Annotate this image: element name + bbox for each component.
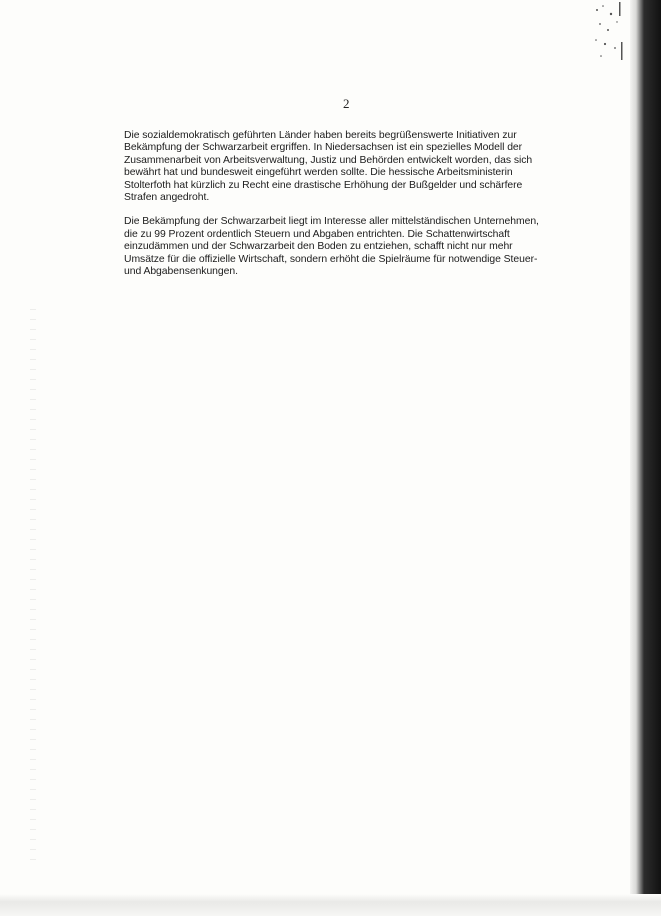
text-line: die zu 99 Prozent ordentlich Steuern und Abgaben entrichten. Die Schattenwirtschaft <box>124 228 510 240</box>
scan-artifact-corner <box>591 0 631 70</box>
text-line: Strafen angedroht. <box>124 192 210 204</box>
text-line: Die Bekämpfung der Schwarzarbeit liegt im Interesse aller mittelständischen Unternehmen, <box>124 216 539 228</box>
text-line: einzudämmen und der Schwarzarbeit den Boden zu entziehen, schafft nicht nur mehr <box>124 241 513 253</box>
text-line: Bekämpfung der Schwarzarbeit ergriffen. In Niedersachsen ist ein spezielles Modell der <box>124 142 523 154</box>
text-line: Stolterfoth hat kürzlich zu Recht eine drastische Erhöhung der Bußgelder und schärfere <box>124 179 523 191</box>
page-number: 2 <box>343 96 350 111</box>
scan-border-bottom <box>0 894 661 916</box>
text-line: Umsätze für die offizielle Wirtschaft, sondern erhöht die Spielräume für notwendige Steuer- <box>124 253 538 265</box>
paragraph <box>124 130 574 204</box>
scan-artifact-left <box>30 300 36 860</box>
scan-border-right <box>630 0 661 916</box>
text-line: bewährt hat und bundesweit eingeführt werden sollte. Die hessische Arbeitsministerin <box>124 167 513 179</box>
text-line: und Abgabensenkungen. <box>124 266 238 278</box>
body-text <box>124 130 574 290</box>
text-line: Die sozialdemokratisch geführten Länder haben bereits begrüßenswerte Initiativen zur <box>124 130 517 141</box>
paragraph <box>124 216 574 278</box>
text-line: Zusammenarbeit von Arbeitsverwaltung, Justiz und Behörden entwickelt worden, das sich <box>124 154 533 166</box>
